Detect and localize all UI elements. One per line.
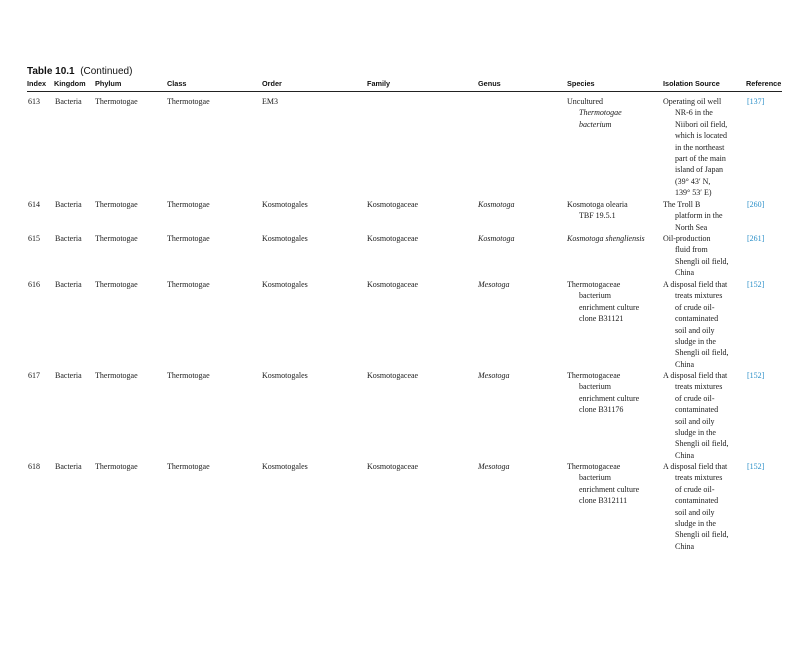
source-line: Niibori oil field, (675, 119, 728, 129)
header-phylum: Phylum (95, 79, 122, 88)
species-line: Thermotogaceae (567, 371, 621, 380)
species-line: bacterium (579, 382, 611, 392)
cell-isolation-source (663, 279, 745, 370)
source-line: Shengli oil field, (675, 530, 729, 540)
source-line: A disposal field that (663, 371, 728, 380)
cell-order: Kosmotogales (262, 280, 308, 289)
cell-index: 614 (28, 200, 40, 209)
species-line: Uncultured (567, 97, 603, 106)
cell-reference[interactable]: [137] (747, 97, 765, 106)
cell-index: 617 (28, 371, 40, 380)
cell-genus: Kosmotoga (478, 200, 515, 209)
cell-order: Kosmotogales (262, 234, 308, 243)
cell-species (567, 279, 659, 325)
species-line: TBF 19.5.1 (579, 211, 616, 221)
source-line: sludge in the (675, 337, 716, 347)
source-line: platform in the (675, 211, 723, 221)
species-line: clone B312111 (579, 496, 628, 506)
header-reference: Reference (746, 79, 782, 88)
cell-genus: Kosmotoga (478, 234, 515, 243)
cell-reference[interactable]: [261] (747, 234, 765, 243)
source-line: of crude oil- (675, 484, 715, 494)
species-line: Kosmotoga shengliensis (567, 234, 645, 243)
species-line: bacterium (579, 291, 611, 301)
source-line: which is located (675, 131, 727, 141)
species-line: clone B31176 (579, 405, 624, 415)
source-line: island of Japan (675, 165, 723, 175)
source-line: contaminated (675, 405, 719, 415)
cell-index: 615 (28, 234, 40, 243)
source-line: contaminated (675, 314, 719, 324)
cell-family: Kosmotogaceae (367, 371, 419, 380)
cell-class: Thermotogae (167, 234, 210, 243)
cell-species (567, 199, 659, 222)
cell-order: EM3 (262, 97, 278, 106)
cell-reference[interactable]: [152] (747, 371, 765, 380)
cell-class: Thermotogae (167, 280, 210, 289)
source-line: Shengli oil field, (675, 256, 729, 266)
cell-kingdom: Bacteria (55, 371, 82, 380)
cell-kingdom: Bacteria (55, 462, 82, 471)
table-title (27, 66, 132, 77)
source-line: Oil-production (663, 234, 711, 243)
source-line: China (675, 450, 695, 460)
cell-reference[interactable]: [260] (747, 200, 765, 209)
cell-isolation-source (663, 461, 745, 552)
source-line: soil and oily (675, 416, 715, 426)
cell-phylum: Thermotogae (95, 97, 138, 106)
cell-index: 613 (28, 97, 40, 106)
source-line: Shengli oil field, (675, 348, 729, 358)
species-line: enrichment culture (579, 302, 640, 312)
table-header (0, 79, 800, 91)
cell-species (567, 96, 659, 130)
source-line: in the northeast (675, 142, 725, 152)
cell-isolation-source (663, 96, 745, 199)
source-line: soil and oily (675, 507, 715, 517)
cell-kingdom: Bacteria (55, 280, 82, 289)
cell-reference[interactable]: [152] (747, 280, 765, 289)
source-line: 139° 53′ E) (675, 188, 712, 198)
header-family: Family (367, 79, 391, 88)
table-title-suffix: (Continued) (80, 66, 133, 77)
source-line: NR-6 in the (675, 108, 713, 118)
species-line: Thermotogae (579, 108, 622, 118)
cell-order: Kosmotogales (262, 371, 308, 380)
cell-family: Kosmotogaceae (367, 462, 419, 471)
source-line: fluid from (675, 245, 708, 255)
species-line: enrichment culture (579, 393, 640, 403)
cell-kingdom: Bacteria (55, 97, 82, 106)
cell-family: Kosmotogaceae (367, 280, 419, 289)
source-line: A disposal field that (663, 280, 728, 289)
species-line: Thermotogaceae (567, 462, 621, 471)
cell-phylum: Thermotogae (95, 200, 138, 209)
cell-phylum: Thermotogae (95, 280, 138, 289)
source-line: contaminated (675, 496, 719, 506)
cell-isolation-source (663, 370, 745, 461)
source-line: North Sea (675, 222, 708, 232)
cell-species (567, 233, 659, 244)
source-line: Shengli oil field, (675, 439, 729, 449)
source-line: of crude oil- (675, 393, 715, 403)
source-line: treats mixtures (675, 382, 723, 392)
cell-index: 618 (28, 462, 40, 471)
header-species: Species (567, 79, 595, 88)
source-line: part of the main (675, 154, 726, 164)
cell-family: Kosmotogaceae (367, 200, 419, 209)
header-class: Class (167, 79, 187, 88)
species-line: Thermotogaceae (567, 280, 621, 289)
species-line: enrichment culture (579, 484, 640, 494)
cell-order: Kosmotogales (262, 462, 308, 471)
cell-kingdom: Bacteria (55, 200, 82, 209)
source-line: A disposal field that (663, 462, 728, 471)
source-line: treats mixtures (675, 473, 723, 483)
cell-phylum: Thermotogae (95, 234, 138, 243)
cell-genus: Mesotoga (478, 280, 510, 289)
header-genus: Genus (478, 79, 501, 88)
cell-genus: Mesotoga (478, 462, 510, 471)
cell-isolation-source (663, 199, 745, 233)
species-line: bacterium (579, 473, 611, 483)
cell-species (567, 461, 659, 507)
cell-order: Kosmotogales (262, 200, 308, 209)
cell-class: Thermotogae (167, 462, 210, 471)
cell-index: 616 (28, 280, 40, 289)
cell-family: Kosmotogaceae (367, 234, 419, 243)
cell-reference[interactable]: [152] (747, 462, 765, 471)
cell-kingdom: Bacteria (55, 234, 82, 243)
table-title-label: Table 10.1 (27, 66, 75, 77)
cell-genus: Mesotoga (478, 371, 510, 380)
source-line: sludge in the (675, 519, 716, 529)
source-line: treats mixtures (675, 291, 723, 301)
cell-class: Thermotogae (167, 97, 210, 106)
header-source: Isolation Source (663, 79, 720, 88)
header-order: Order (262, 79, 282, 88)
species-line: clone B31121 (579, 314, 624, 324)
header-kingdom: Kingdom (54, 79, 86, 88)
cell-phylum: Thermotogae (95, 371, 138, 380)
header-index: Index (27, 79, 47, 88)
source-line: (39° 43′ N, (675, 176, 711, 186)
species-line: Kosmotoga olearia (567, 200, 628, 209)
cell-class: Thermotogae (167, 200, 210, 209)
source-line: sludge in the (675, 428, 716, 438)
cell-phylum: Thermotogae (95, 462, 138, 471)
source-line: China (675, 541, 695, 551)
cell-species (567, 370, 659, 416)
species-line: bacterium (579, 119, 612, 129)
source-line: China (675, 268, 695, 278)
cell-class: Thermotogae (167, 371, 210, 380)
source-line: of crude oil- (675, 302, 715, 312)
header-rule (27, 91, 782, 92)
source-line: The Troll B (663, 200, 701, 209)
source-line: China (675, 359, 695, 369)
cell-isolation-source (663, 233, 745, 279)
source-line: Operating oil well (663, 97, 722, 106)
source-line: soil and oily (675, 325, 715, 335)
